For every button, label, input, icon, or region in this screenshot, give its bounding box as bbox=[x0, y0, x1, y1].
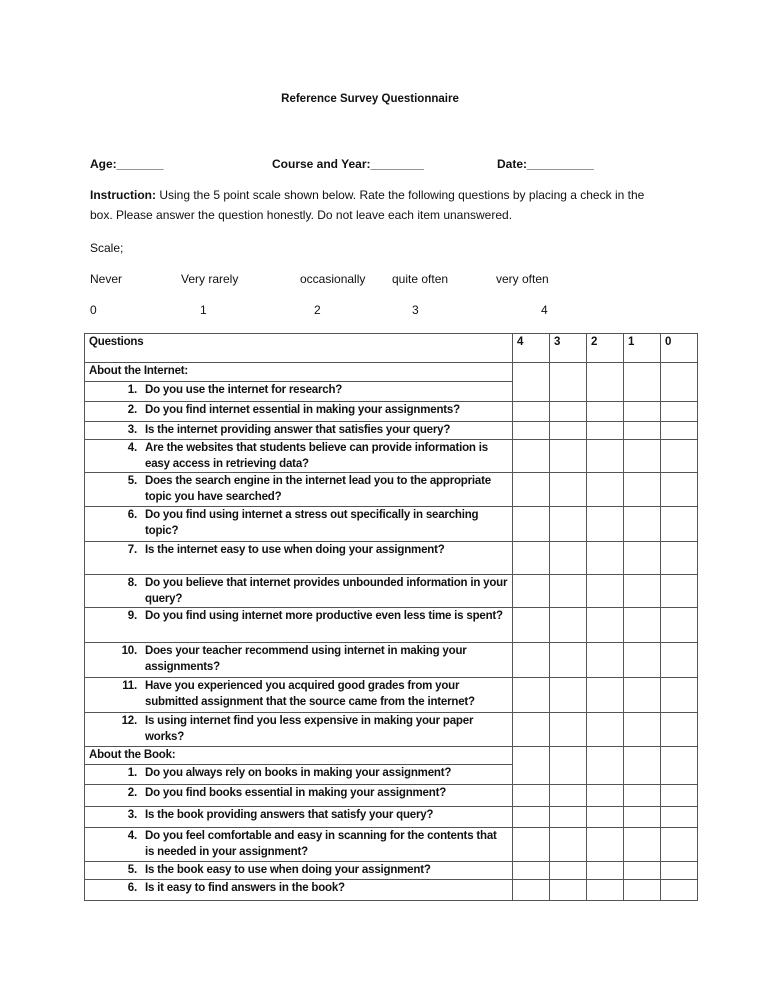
rating-checkbox-4[interactable] bbox=[513, 402, 550, 422]
section-title: About the Internet: bbox=[85, 363, 513, 382]
rating-checkbox-1[interactable] bbox=[624, 422, 661, 440]
question-row bbox=[85, 713, 698, 747]
question-row bbox=[85, 807, 698, 828]
rating-checkbox-3[interactable] bbox=[550, 473, 587, 507]
rating-checkbox-1[interactable] bbox=[624, 862, 661, 880]
rating-checkbox-0[interactable] bbox=[661, 828, 698, 862]
question-row bbox=[85, 402, 698, 422]
question-number: 1. bbox=[127, 384, 137, 396]
rating-checkbox-1[interactable] bbox=[624, 828, 661, 862]
question-number: 11. bbox=[122, 680, 137, 692]
rating-checkbox-2[interactable] bbox=[587, 608, 624, 643]
scale-label-3: quite often bbox=[392, 272, 449, 286]
question-text: Do you always rely on books in making your assignment? bbox=[145, 767, 452, 779]
rating-checkbox-4[interactable] bbox=[513, 678, 550, 713]
instruction-line-2: box. Please answer the question honestly. Do not leave each item unanswered. bbox=[90, 208, 513, 222]
rating-checkbox-0[interactable] bbox=[661, 608, 698, 643]
rating-checkbox-4[interactable] bbox=[513, 828, 550, 862]
question-row bbox=[85, 440, 698, 473]
question-number: 1. bbox=[127, 767, 137, 779]
rating-checkbox-0[interactable] bbox=[661, 507, 698, 542]
rating-checkbox-1[interactable] bbox=[624, 507, 661, 542]
question-text: Is the book providing answers that satisfy your query? bbox=[145, 809, 434, 821]
rating-checkbox-4[interactable] bbox=[513, 608, 550, 643]
course-year-field[interactable]: Course and Year:________ bbox=[272, 157, 424, 171]
question-text: Do you use the internet for research? bbox=[145, 384, 343, 396]
question-row bbox=[85, 507, 698, 542]
rating-checkbox-4[interactable] bbox=[513, 807, 550, 828]
question-number: 2. bbox=[127, 787, 137, 799]
rating-checkbox-0[interactable] bbox=[661, 363, 698, 402]
rating-checkbox-1[interactable] bbox=[624, 678, 661, 713]
rating-checkbox-2[interactable] bbox=[587, 643, 624, 678]
instruction-line-1 bbox=[90, 188, 644, 202]
rating-checkbox-3[interactable] bbox=[550, 747, 587, 785]
section-header-row bbox=[85, 363, 698, 382]
question-text: Do you find books essential in making your assignment? bbox=[145, 787, 447, 799]
scale-label-0: Never bbox=[90, 272, 123, 286]
rating-checkbox-1[interactable] bbox=[624, 363, 661, 402]
scale-value-1: 1 bbox=[200, 303, 207, 317]
rating-checkbox-3[interactable] bbox=[550, 440, 587, 473]
question-text: Do you believe that internet provides unbounded information in your query? bbox=[145, 577, 508, 605]
rating-checkbox-3[interactable] bbox=[550, 507, 587, 542]
section-header-row bbox=[85, 747, 698, 765]
question-number: 2. bbox=[127, 404, 137, 416]
rating-checkbox-2[interactable] bbox=[587, 862, 624, 880]
rating-checkbox-1[interactable] bbox=[624, 440, 661, 473]
question-number: 8. bbox=[127, 577, 137, 589]
question-row bbox=[85, 575, 698, 608]
scale-value-2: 2 bbox=[314, 303, 321, 317]
rating-checkbox-4[interactable] bbox=[513, 643, 550, 678]
question-row bbox=[85, 880, 698, 901]
rating-header-3: 3 bbox=[550, 334, 587, 363]
question-row bbox=[85, 828, 698, 862]
question-text: Do you find using internet a stress out specifically in searching topic? bbox=[145, 509, 479, 537]
rating-checkbox-3[interactable] bbox=[550, 880, 587, 901]
scale-value-4: 4 bbox=[541, 303, 548, 317]
question-row bbox=[85, 608, 698, 643]
rating-checkbox-1[interactable] bbox=[624, 542, 661, 575]
rating-checkbox-4[interactable] bbox=[513, 542, 550, 575]
question-text: Does your teacher recommend using internet in making your assignments? bbox=[145, 645, 467, 673]
question-number: 10. bbox=[121, 645, 137, 657]
question-text: Do you find using internet more productive even less time is spent? bbox=[145, 610, 503, 622]
rating-checkbox-3[interactable] bbox=[550, 678, 587, 713]
rating-checkbox-1[interactable] bbox=[624, 575, 661, 608]
rating-checkbox-3[interactable] bbox=[550, 542, 587, 575]
rating-checkbox-0[interactable] bbox=[661, 422, 698, 440]
rating-header-4: 4 bbox=[513, 334, 550, 363]
rating-checkbox-4[interactable] bbox=[513, 363, 550, 402]
rating-checkbox-3[interactable] bbox=[550, 713, 587, 747]
rating-checkbox-0[interactable] bbox=[661, 880, 698, 901]
table-header-row bbox=[85, 334, 698, 363]
rating-checkbox-4[interactable] bbox=[513, 785, 550, 807]
rating-checkbox-0[interactable] bbox=[661, 713, 698, 747]
rating-checkbox-1[interactable] bbox=[624, 747, 661, 785]
rating-checkbox-3[interactable] bbox=[550, 363, 587, 402]
rating-checkbox-4[interactable] bbox=[513, 880, 550, 901]
rating-header-2: 2 bbox=[587, 334, 624, 363]
rating-checkbox-3[interactable] bbox=[550, 862, 587, 880]
rating-checkbox-0[interactable] bbox=[661, 473, 698, 507]
rating-checkbox-4[interactable] bbox=[513, 862, 550, 880]
question-row bbox=[85, 542, 698, 575]
rating-checkbox-1[interactable] bbox=[624, 402, 661, 422]
rating-checkbox-1[interactable] bbox=[624, 643, 661, 678]
rating-checkbox-3[interactable] bbox=[550, 402, 587, 422]
rating-checkbox-3[interactable] bbox=[550, 422, 587, 440]
scale-value-0: 0 bbox=[90, 303, 97, 317]
rating-checkbox-0[interactable] bbox=[661, 807, 698, 828]
question-text: Do you find internet essential in making your assignments? bbox=[145, 404, 460, 416]
rating-checkbox-2[interactable] bbox=[587, 473, 624, 507]
question-row bbox=[85, 422, 698, 440]
question-row bbox=[85, 785, 698, 807]
rating-checkbox-3[interactable] bbox=[550, 608, 587, 643]
question-row bbox=[85, 643, 698, 678]
question-number: 5. bbox=[127, 475, 137, 487]
question-text: Is using internet find you less expensive in making your paper works? bbox=[145, 715, 474, 743]
rating-checkbox-4[interactable] bbox=[513, 507, 550, 542]
questions-table bbox=[84, 333, 698, 901]
scale-value-3: 3 bbox=[412, 303, 419, 317]
rating-checkbox-4[interactable] bbox=[513, 713, 550, 747]
rating-checkbox-2[interactable] bbox=[587, 713, 624, 747]
question-number: 6. bbox=[127, 509, 137, 521]
question-text: Do you feel comfortable and easy in scanning for the contents that is needed in your assignment? bbox=[145, 830, 497, 858]
questions-header: Questions bbox=[85, 334, 513, 363]
question-number: 3. bbox=[127, 424, 137, 436]
scale-label-2: occasionally bbox=[300, 272, 366, 286]
rating-checkbox-0[interactable] bbox=[661, 785, 698, 807]
scale-label-4: very often bbox=[496, 272, 549, 286]
rating-checkbox-0[interactable] bbox=[661, 440, 698, 473]
scale-label-1: Very rarely bbox=[181, 272, 239, 286]
question-text: Does the search engine in the internet lead you to the appropriate topic you have searched? bbox=[145, 475, 491, 503]
rating-header-1: 1 bbox=[624, 334, 661, 363]
rating-checkbox-0[interactable] bbox=[661, 678, 698, 713]
question-number: 6. bbox=[127, 882, 137, 894]
rating-checkbox-2[interactable] bbox=[587, 422, 624, 440]
rating-checkbox-1[interactable] bbox=[624, 880, 661, 901]
rating-checkbox-0[interactable] bbox=[661, 747, 698, 785]
rating-checkbox-1[interactable] bbox=[624, 608, 661, 643]
question-number: 3. bbox=[127, 809, 137, 821]
question-number: 7. bbox=[127, 544, 137, 556]
date-field[interactable]: Date:__________ bbox=[497, 157, 594, 171]
rating-checkbox-1[interactable] bbox=[624, 807, 661, 828]
rating-checkbox-2[interactable] bbox=[587, 747, 624, 785]
rating-checkbox-2[interactable] bbox=[587, 678, 624, 713]
page-title: Reference Survey Questionnaire bbox=[281, 93, 459, 105]
rating-checkbox-0[interactable] bbox=[661, 575, 698, 608]
rating-checkbox-4[interactable] bbox=[513, 473, 550, 507]
rating-checkbox-2[interactable] bbox=[587, 440, 624, 473]
question-row bbox=[85, 862, 698, 880]
instruction-label: Instruction: bbox=[90, 188, 156, 202]
rating-checkbox-3[interactable] bbox=[550, 828, 587, 862]
rating-checkbox-3[interactable] bbox=[550, 785, 587, 807]
rating-checkbox-2[interactable] bbox=[587, 363, 624, 402]
rating-checkbox-2[interactable] bbox=[587, 507, 624, 542]
rating-checkbox-3[interactable] bbox=[550, 575, 587, 608]
question-text: Are the websites that students believe can provide information is easy access in retrieving data? bbox=[145, 442, 488, 470]
rating-checkbox-2[interactable] bbox=[587, 542, 624, 575]
rating-checkbox-0[interactable] bbox=[661, 643, 698, 678]
rating-checkbox-3[interactable] bbox=[550, 643, 587, 678]
rating-checkbox-2[interactable] bbox=[587, 402, 624, 422]
age-field[interactable]: Age:_______ bbox=[90, 157, 164, 171]
question-number: 4. bbox=[127, 442, 137, 454]
rating-checkbox-3[interactable] bbox=[550, 807, 587, 828]
question-row bbox=[85, 473, 698, 507]
question-row bbox=[85, 678, 698, 713]
question-text: Have you experienced you acquired good grades from your submitted assignment that the source came from the internet? bbox=[145, 680, 475, 708]
rating-checkbox-1[interactable] bbox=[624, 473, 661, 507]
rating-checkbox-4[interactable] bbox=[513, 422, 550, 440]
rating-checkbox-1[interactable] bbox=[624, 713, 661, 747]
question-number: 12. bbox=[121, 715, 137, 727]
question-text: Is the book easy to use when doing your assignment? bbox=[145, 864, 431, 876]
rating-checkbox-4[interactable] bbox=[513, 440, 550, 473]
rating-checkbox-2[interactable] bbox=[587, 785, 624, 807]
rating-header-0: 0 bbox=[661, 334, 698, 363]
question-text: Is the internet providing answer that satisfies your query? bbox=[145, 424, 451, 436]
rating-checkbox-0[interactable] bbox=[661, 402, 698, 422]
rating-checkbox-2[interactable] bbox=[587, 880, 624, 901]
question-text: Is it easy to find answers in the book? bbox=[145, 882, 345, 894]
section-title: About the Book: bbox=[85, 747, 513, 765]
rating-checkbox-2[interactable] bbox=[587, 575, 624, 608]
instruction-text: Using the 5 point scale shown below. Rate the following questions by placing a check in the bbox=[156, 188, 645, 202]
rating-checkbox-4[interactable] bbox=[513, 747, 550, 785]
rating-checkbox-4[interactable] bbox=[513, 575, 550, 608]
question-number: 9. bbox=[127, 610, 137, 622]
question-number: 5. bbox=[127, 864, 137, 876]
question-text: Is the internet easy to use when doing your assignment? bbox=[145, 544, 445, 556]
question-number: 4. bbox=[127, 830, 137, 842]
rating-checkbox-2[interactable] bbox=[587, 807, 624, 828]
rating-checkbox-1[interactable] bbox=[624, 785, 661, 807]
rating-checkbox-0[interactable] bbox=[661, 862, 698, 880]
rating-checkbox-2[interactable] bbox=[587, 828, 624, 862]
rating-checkbox-0[interactable] bbox=[661, 542, 698, 575]
scale-label: Scale; bbox=[90, 241, 124, 255]
